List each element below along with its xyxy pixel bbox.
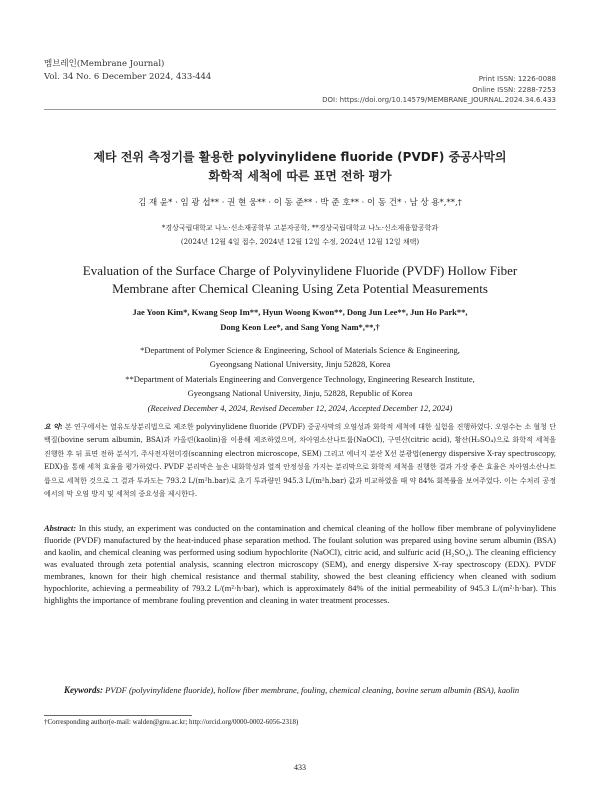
keywords (64, 684, 600, 696)
received-dates: (Received December 4, 2024, Revised December 12, 2024, Accepted December 12, 2024) (147, 403, 453, 413)
korean-affiliation: *경상국립대학교 나노·신소재공학부 고분자공학, **경상국립대학교 나노·신소재융합공학과 (161, 224, 439, 232)
english-affiliation-3: **Department of Materials Engineering and Convergence Technology, Engineering Research Institute, (125, 374, 475, 384)
english-affiliation-1: *Department of Polymer Science & Engineering, School of Materials Science & Engineering, (140, 345, 460, 355)
english-abstract-text: In this study, an experiment was conducted on the contamination and chemical cleaning of the hollow fiber membrane of polyvinylidene fluoride (PVDF) manufactured by the heat-induced phase separation method. The foulant solution was prepared using bovine serum albumin (BSA) and kaolin, and chemical cleaning was performed using sodium hypochlorite (NaOCl), citric acid, and sulfuric acid (H₂SO₄). The cleaning efficiency was evaluated through zeta potential analysis, scanning electron microscopy (SEM), and energy dispersive X-ray spectroscopy (EDX). PVDF membranes, known for their high chemical resistance and thermal stability, showed the best cleaning efficiency when cleaned with sodium hypochlorite, achieving a permeability of 793.2 L/(m²·h·bar), which is approximately 84% of the initial permeability of 945.3 L/(m²·h·bar). This highlights the importance of membrane fouling prevention and cleaning in water treatment processes. (44, 523, 557, 605)
footnote: †Corresponding author(e-mail: walden@gnu.ac.kr; http://orcid.org/0000-0002-6056-2318) (44, 718, 299, 726)
korean-title-line-2: 화학적 세척에 따른 표면 전하 평가 (208, 169, 392, 183)
korean-title-line-1: 제타 전위 측정기를 활용한 polyvinylidene fluoride (PVDF) 중공사막의 (93, 150, 507, 164)
korean-abstract-text: 본 연구에서는 열유도상분리법으로 제조한 polyvinylidene fluoride (PVDF) 중공사막의 오염성과 화학적 세척에 대한 실험을 진행하였다. 오염수는 소 혈청 단백질(bovine serum albumin, BSA)과 카올린(kaolin)을 이용해 제조하였으며, 차아염소산나트륨(NaOCl), 구연산(citric acid), 황산(H₂SO₄)으로 화학적 세척을 진행한 후 뒤 표면 전하 분석기, 주사전자현미경(scanning electron microscope, SEM) 그리고 에너지 분산 X선 분광법(energy dispersive X-ray spectroscopy, EDX)을 통해 세척 효율을 평가하였다. PVDF 분리막은 높은 내화학성과 열적 안정성을 가지는 분리막으로 화학적 세척을 진행한 결과 가장 좋은 효율은 차아염소산나트륨으로 세척한 것으로 그 결과 투과도는 793.2 L/(m²h.bar)로 초기 투과량인 945.3 L/(m²h.bar) 값과 비교하였을 때 약 84% 회복률을 보여주었다. 이는 수처리 공정에서의 막 오염 방지 및 세척의 중요성을 제시한다. (44, 423, 556, 499)
english-affiliation-2: Gyeongsang National University, Jinju 52828, Korea (209, 359, 391, 369)
korean-abstract (44, 420, 556, 501)
english-title-line-2: Membrane after Chemical Cleaning Using Zeta Potential Measurements (112, 281, 488, 296)
english-title-line-1: Evaluation of the Surface Charge of Polyvinylidene Fluoride (PVDF) Hollow Fiber (82, 263, 518, 278)
english-authors-line-1: Jae Yoon Kim*, Kwang Seop Im**, Hyun Woong Kwon**, Dong Jun Lee**, Jun Ho Park**, (132, 307, 468, 317)
english-abstract-label: Abstract: (44, 523, 77, 533)
keywords-label: Keywords: (64, 685, 103, 695)
print-issn: Print ISSN: 1226-0088 (478, 75, 556, 83)
online-issn: Online ISSN: 2288-7253 (472, 86, 556, 94)
page-number: 433 (294, 763, 306, 772)
korean-dates: (2024년 12월 4일 접수, 2024년 12월 12일 수정, 2024년 12월 12일 채택) (180, 238, 420, 246)
journal-name: 멤브레인(Membrane Journal) (44, 59, 165, 69)
doi-link[interactable]: DOI: https://doi.org/10.14579/MEMBRANE_JOURNAL.2024.34.6.433 (322, 96, 556, 104)
korean-authors: 김 재 윤* · 임 광 섭** · 권 현 웅** · 이 동 준** · 박 준 호** · 이 동 건* · 남 상 용*,**,† (138, 198, 462, 208)
header-rule (44, 109, 556, 110)
english-abstract (44, 522, 556, 606)
english-authors-line-2: Dong Keon Lee*, and Sang Yong Nam*,**,† (220, 322, 380, 332)
korean-abstract-label: 요 약: (44, 422, 63, 431)
footnote-rule (44, 715, 192, 716)
english-affiliation-4: Gyeongsang National University, Jinju, 52828, Republic of Korea (187, 388, 413, 398)
volume-info: Vol. 34 No. 6 December 2024, 433-444 (44, 72, 212, 82)
keywords-text: PVDF (polyvinylidene fluoride), hollow fiber membrane, fouling, chemical cleaning, bovine serum albumin (BSA), kaolin (105, 685, 520, 695)
